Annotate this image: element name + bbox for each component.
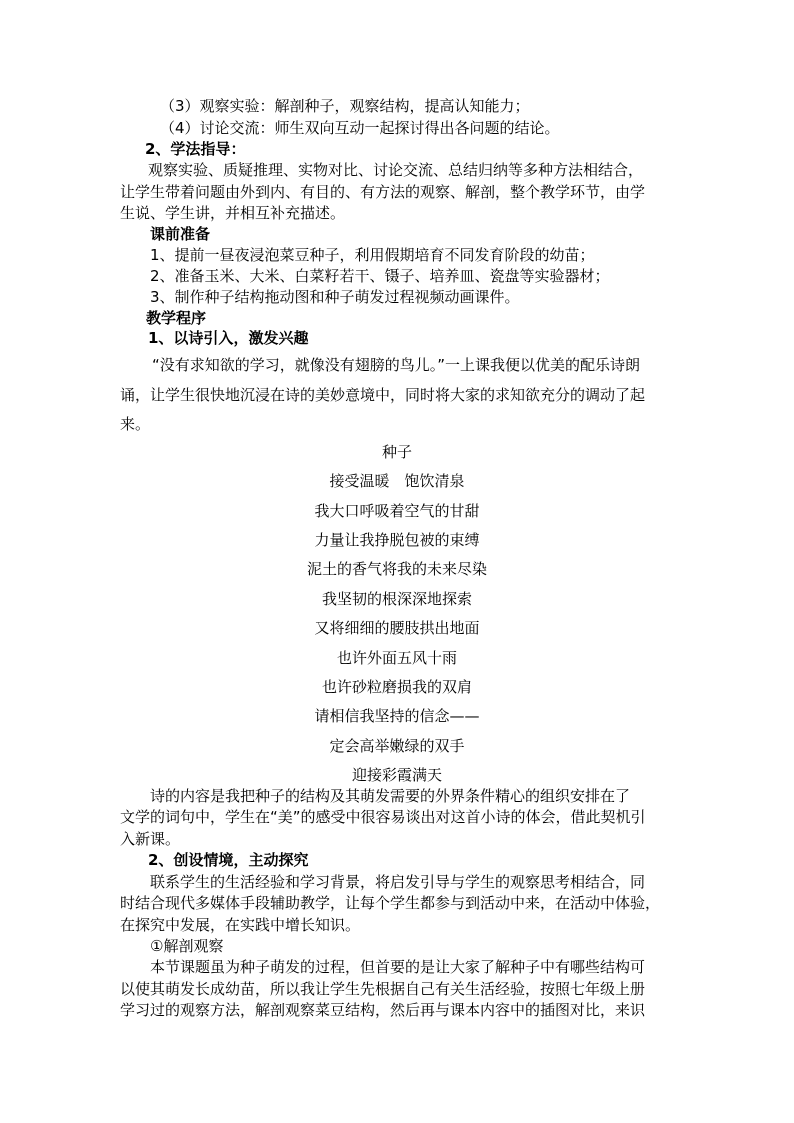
step1-line: 诵，让学生很快地沉浸在诗的美妙意境中，同时将大家的求知欲充分的调动了起: [120, 386, 646, 404]
preparation-line: 3、制作种子结构拖动图和种子萌发过程视频动画课件。: [150, 288, 520, 306]
poem-title: 种子: [381, 443, 412, 461]
poem-line: 请相信我坚持的信念——: [314, 707, 480, 725]
after-poem-line: 入新课。: [120, 830, 181, 848]
dissection-line: 以使其萌发长成幼苗，所以我让学生先根据自己有关生活经验，按照七年级上册: [120, 980, 646, 998]
poem-line: 也许砂粒磨损我的双肩: [321, 678, 472, 696]
poem-line: 定会高举嫩绿的双手: [329, 737, 465, 755]
poem-line: 我大口呼吸着空气的甘甜: [314, 502, 480, 520]
poem-line: 力量让我挣脱包被的束缚: [314, 531, 480, 549]
dissection-line: 本节课题虽为种子萌发的过程，但首要的是让大家了解种子中有哪些结构可: [150, 958, 646, 976]
preparation-heading: 课前准备: [150, 225, 211, 243]
step1-line: 来。: [120, 415, 151, 433]
study-method-heading: 2、学法指导：: [145, 140, 246, 158]
dissection-heading: ①解剖观察: [150, 937, 224, 955]
poem-line: 又将细细的腰肢拱出地面: [314, 619, 480, 637]
step1-heading: 1、以诗引入，激发兴趣: [148, 329, 309, 347]
step2-line: 联系学生的生活经验和学习背景，将启发引导与学生的观察思考相结合，同: [150, 873, 646, 891]
step2-heading: 2、创设情境，主动探究: [148, 851, 309, 869]
procedure-heading: 教学程序: [146, 309, 207, 327]
poem-line: 迎接彩霞满天: [351, 766, 442, 784]
item-3: （3）观察实验：解剖种子，观察结构，提高认知能力；: [160, 97, 530, 115]
item-4: （4）讨论交流：师生双向互动一起探讨得出各问题的结论。: [160, 119, 560, 137]
dissection-line: 学习过的观察方法，解剖观察菜豆结构，然后再与课本内容中的插图对比，来识: [120, 1001, 646, 1019]
poem-line: 接受温暖 饱饮清泉: [329, 472, 465, 490]
poem-line: 也许外面五风十雨: [336, 649, 457, 667]
step2-line: 时结合现代多媒体手段辅助教学，让每个学生都参与到活动中来，在活动中体验，: [120, 894, 661, 912]
after-poem-line: 文学的词句中，学生在“美”的感受中很容易谈出对这首小诗的体会，借此契机引: [120, 808, 646, 826]
step1-line: “没有求知欲的学习，就像没有翅膀的鸟儿。”一上课我便以优美的配乐诗朗: [152, 356, 641, 374]
study-method-line: 生说、学生讲，并相互补充描述。: [120, 204, 346, 222]
step2-line: 在探究中发展，在实践中增长知识。: [120, 916, 361, 934]
study-method-line: 让学生带着问题由外到内、有目的、有方法的观察、解剖，整个教学环节，由学: [120, 183, 646, 201]
preparation-line: 2、准备玉米、大米、白菜籽若干、镊子、培养皿、瓷盘等实验器材；: [150, 267, 610, 285]
poem-line: 我坚韧的根深深地探索: [321, 590, 472, 608]
study-method-line: 观察实验、质疑推理、实物对比、讨论交流、总结归纳等多种方法相结合，: [148, 161, 644, 179]
preparation-line: 1、提前一昼夜浸泡菜豆种子，利用假期培育不同发育阶段的幼苗；: [150, 246, 595, 264]
poem-line: 泥土的香气将我的未来尽染: [306, 560, 487, 578]
after-poem-line: 诗的内容是我把种子的结构及其萌发需要的外界条件精心的组织安排在了: [150, 787, 631, 805]
